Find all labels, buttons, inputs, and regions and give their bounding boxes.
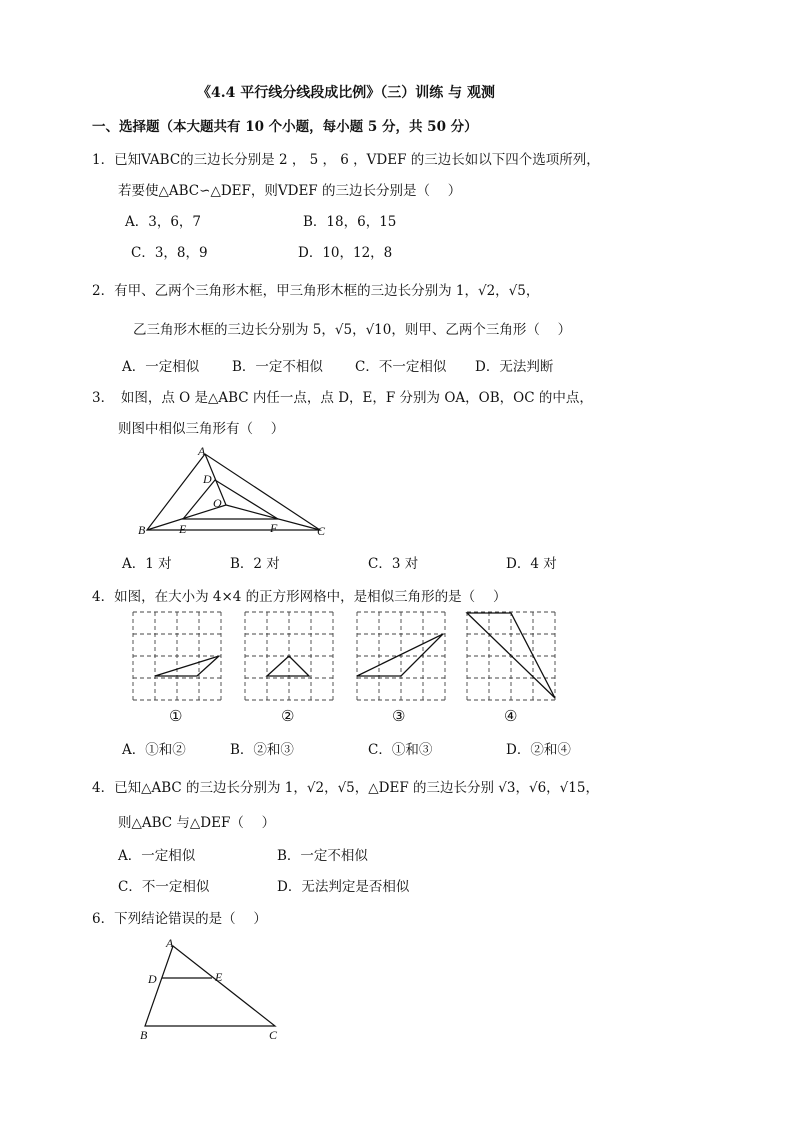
grid-label-4: ④ — [504, 707, 518, 725]
label-c: C — [269, 1028, 278, 1042]
label-a: A — [166, 936, 174, 950]
q3-option-a: A．1 对 — [122, 556, 172, 572]
triangle-def — [183, 480, 278, 519]
grid2-triangle — [267, 656, 309, 676]
q3-stem-line1: 3． 如图，点 O 是△ABC 内任一点，点 D，E，F 分别为 OA，OB，OC 的中点， — [92, 390, 593, 406]
q5-option-c: C．不一定相似 — [118, 879, 210, 895]
q1-stem-line2: 若要使△ABC∽△DEF，则VDEF 的三边长分别是（ ） — [118, 183, 462, 199]
label-c: C — [317, 524, 326, 538]
label-a: A — [198, 444, 206, 458]
q2-stem-line2: 乙三角形木框的三边长分别为 5，√5，√10，则甲、乙两个三角形（ ） — [133, 322, 572, 338]
page-title: 《4.4 平行线分线段成比例》（三）训练 与 观测 — [197, 85, 495, 101]
triangle-abc — [145, 946, 275, 1026]
label-f: F — [270, 521, 278, 535]
q3-triangle-figure — [135, 443, 335, 538]
q1-option-c: C．3，8，9 — [131, 245, 208, 261]
q2-option-c: C．不一定相似 — [355, 359, 447, 375]
grid-label-3: ③ — [392, 707, 406, 725]
q5-option-d: D．无法判定是否相似 — [277, 879, 410, 895]
q2-option-b: B．一定不相似 — [232, 359, 323, 375]
q5-option-b: B．一定不相似 — [277, 848, 368, 864]
q1-option-b: B．18，6，15 — [303, 214, 397, 230]
q4-grid-figures — [125, 607, 575, 707]
q6-stem: 6．下列结论错误的是（ ） — [92, 911, 267, 927]
q4-option-a: A．①和② — [122, 742, 186, 758]
grid3-triangle — [357, 634, 443, 676]
q6-triangle-figure — [135, 935, 290, 1045]
q3-stem-line2: 则图中相似三角形有（ ） — [118, 421, 285, 437]
label-e: E — [179, 522, 187, 536]
q3-option-c: C．3 对 — [368, 556, 419, 572]
q1-option-a: A．3，6，7 — [125, 214, 202, 230]
q5-stem-line1: 4．已知△ABC 的三边长分别为 1，√2，√5，△DEF 的三边长分别 √3，√6，√15， — [92, 780, 599, 796]
label-b: B — [140, 1028, 148, 1042]
section-heading: 一、选择题（本大题共有 10 个小题，每小题 5 分，共 50 分） — [92, 119, 478, 135]
grid-label-2: ② — [281, 707, 295, 725]
q2-stem-line1: 2．有甲、乙两个三角形木框，甲三角形木框的三边长分别为 1，√2，√5， — [92, 283, 540, 299]
q2-option-a: A．一定相似 — [122, 359, 200, 375]
q4-option-d: D．②和④ — [506, 742, 571, 758]
label-d: D — [203, 472, 212, 486]
q3-option-d: D．4 对 — [506, 556, 557, 572]
q4-option-c: C．①和③ — [368, 742, 433, 758]
q4-stem: 4．如图，在大小为 4×4 的正方形网格中，是相似三角形的是（ ） — [92, 589, 507, 605]
label-d: D — [148, 972, 157, 986]
q2-option-d: D．无法判断 — [475, 359, 554, 375]
q5-option-a: A．一定相似 — [118, 848, 196, 864]
label-b: B — [138, 523, 146, 537]
label-o: O — [213, 496, 222, 510]
grid1-triangle — [155, 656, 219, 676]
label-e: E — [215, 970, 223, 984]
q1-option-d: D．10，12，8 — [298, 245, 393, 261]
grid-label-1: ① — [169, 707, 183, 725]
q3-option-b: B．2 对 — [230, 556, 280, 572]
q1-stem-line1: 1．已知VABC的三边长分别是 2 ， 5 ， 6 ，VDEF 的三边长如以下四个选项所列， — [92, 152, 600, 168]
q4-option-b: B．②和③ — [230, 742, 294, 758]
q5-stem-line2: 则△ABC 与△DEF（ ） — [118, 815, 276, 831]
